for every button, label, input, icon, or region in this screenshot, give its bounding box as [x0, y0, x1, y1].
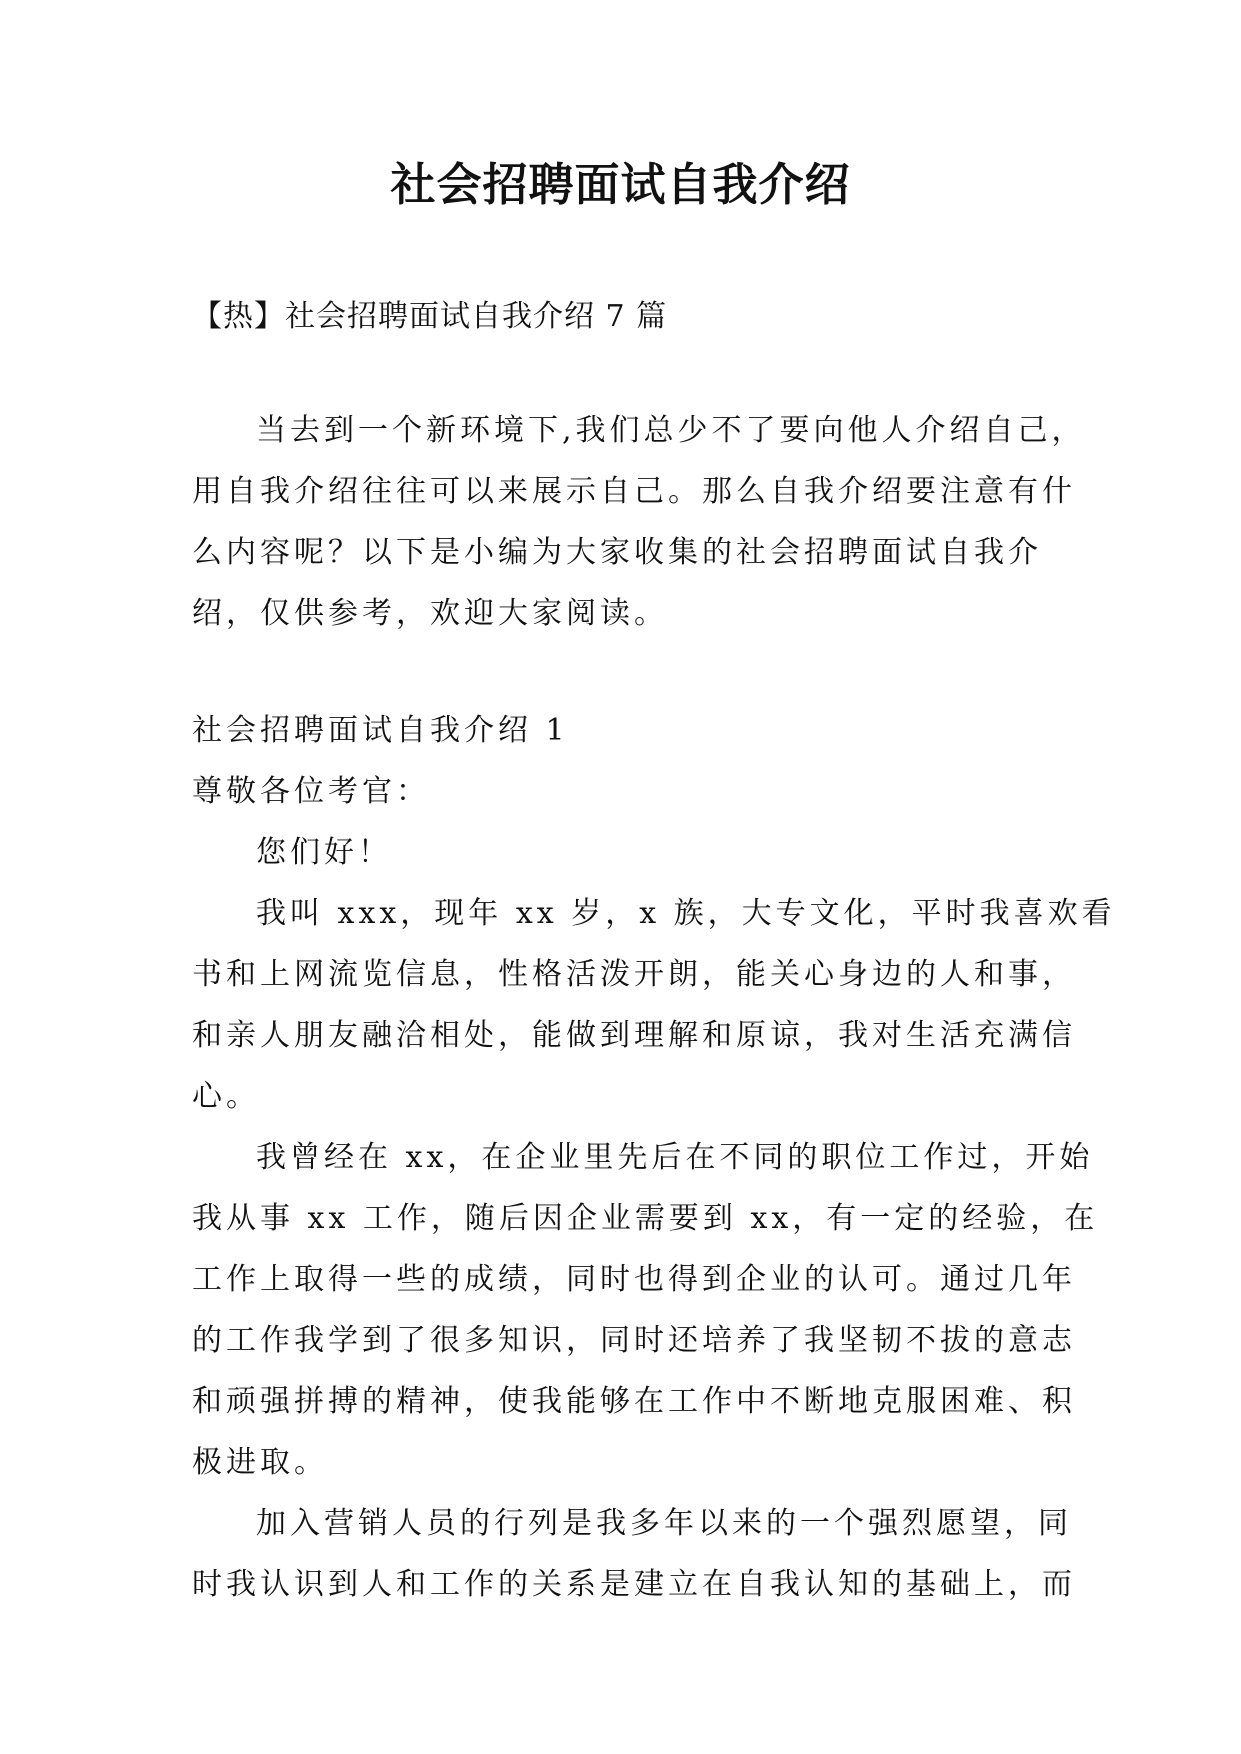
salutation: 尊敬各位考官： — [192, 774, 430, 809]
paragraph-3-line: 时我认识到人和工作的关系是建立在自我认知的基础上，而 — [192, 1567, 1076, 1602]
paragraph-2-line: 和顽强拼搏的精神，使我能够在工作中不断地克服困难、积 — [192, 1384, 1076, 1419]
paragraph-2-line: 我从事 xx 工作，随后因企业需要到 xx，有一定的经验，在 — [192, 1201, 1099, 1236]
section-heading: 社会招聘面试自我介绍 1 — [192, 713, 569, 748]
intro-line: 用自我介绍往往可以来展示自己。那么自我介绍要注意有什 — [192, 474, 1076, 509]
paragraph-1-line: 和亲人朋友融洽相处，能做到理解和原谅，我对生活充满信 — [192, 1018, 1076, 1053]
paragraph-2-line: 工作上取得一些的成绩，同时也得到企业的认可。通过几年 — [192, 1262, 1076, 1297]
paragraph-3-line: 加入营销人员的行列是我多年以来的一个强烈愿望，同 — [256, 1506, 1072, 1541]
section-1 — [192, 700, 1116, 1615]
document-title: 社会招聘面试自我介绍 — [390, 158, 851, 211]
intro-line: 么内容呢？以下是小编为大家收集的社会招聘面试自我介 — [192, 535, 1042, 570]
paragraph-1-line: 我叫 xxx，现年 xx 岁，x 族，大专文化，平时我喜欢看 — [256, 896, 1116, 931]
document-subtitle: 【热】社会招聘面试自我介绍 7 篇 — [192, 299, 668, 334]
paragraph-1-line: 书和上网流览信息，性格活泼开朗，能关心身边的人和事， — [192, 957, 1076, 992]
paragraph-2-line: 的工作我学到了很多知识，同时还培养了我坚韧不拔的意志 — [192, 1323, 1076, 1358]
greeting: 您们好！ — [256, 835, 392, 870]
intro-line: 当去到一个新环境下,我们总少不了要向他人介绍自己， — [256, 413, 1086, 448]
paragraph-1-line: 心。 — [192, 1079, 260, 1114]
paragraph-2-line: 我曾经在 xx，在企业里先后在不同的职位工作过，开始 — [256, 1140, 1094, 1175]
intro-paragraph — [192, 400, 1086, 644]
intro-line: 绍，仅供参考，欢迎大家阅读。 — [192, 596, 668, 631]
paragraph-2-line: 极进取。 — [192, 1445, 328, 1480]
